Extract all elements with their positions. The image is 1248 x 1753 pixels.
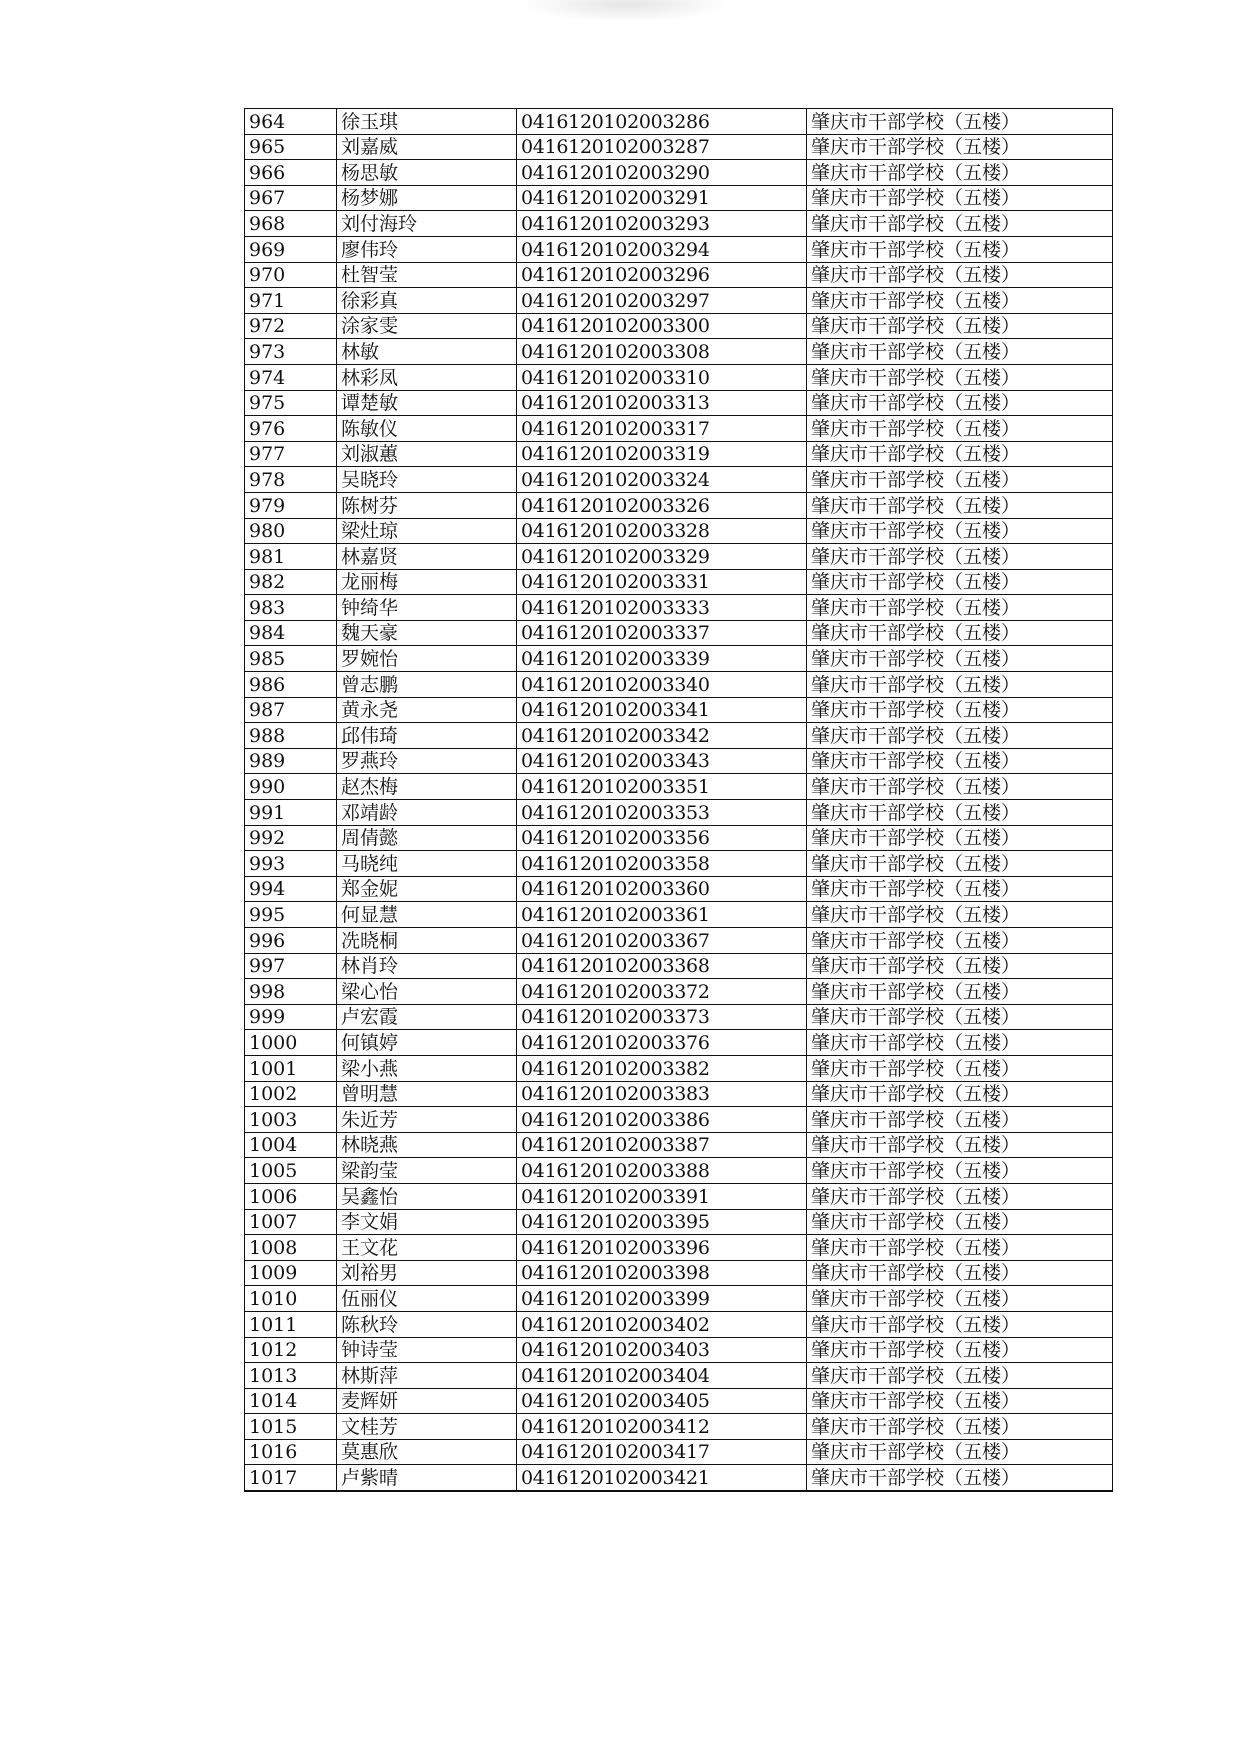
seq-number-cell: 999 — [245, 1004, 337, 1030]
venue-cell: 肇庆市干部学校（五楼） — [807, 1363, 1113, 1389]
table-row — [245, 109, 1113, 135]
exam-id-cell: 0416120102003313 — [517, 390, 807, 416]
table-row — [245, 1260, 1113, 1286]
seq-number-cell: 1014 — [245, 1388, 337, 1414]
exam-id-cell: 0416120102003310 — [517, 364, 807, 390]
exam-id-cell: 0416120102003383 — [517, 1081, 807, 1107]
name-cell: 郑金妮 — [337, 876, 517, 902]
table-row — [245, 723, 1113, 749]
exam-id-cell: 0416120102003376 — [517, 1030, 807, 1056]
table-row — [245, 979, 1113, 1005]
exam-id-cell: 0416120102003331 — [517, 569, 807, 595]
exam-id-cell: 0416120102003300 — [517, 313, 807, 339]
venue-cell: 肇庆市干部学校（五楼） — [807, 1414, 1113, 1440]
table-row — [245, 1337, 1113, 1363]
exam-id-cell: 0416120102003367 — [517, 928, 807, 954]
venue-cell: 肇庆市干部学校（五楼） — [807, 774, 1113, 800]
venue-cell: 肇庆市干部学校（五楼） — [807, 518, 1113, 544]
name-cell: 罗燕玲 — [337, 748, 517, 774]
seq-number-cell: 981 — [245, 544, 337, 570]
table-row — [245, 1183, 1113, 1209]
exam-id-cell: 0416120102003290 — [517, 160, 807, 186]
venue-cell: 肇庆市干部学校（五楼） — [807, 109, 1113, 135]
table-row — [245, 364, 1113, 390]
venue-cell: 肇庆市干部学校（五楼） — [807, 441, 1113, 467]
exam-id-cell: 0416120102003287 — [517, 134, 807, 160]
table-row — [245, 851, 1113, 877]
seq-number-cell: 969 — [245, 236, 337, 262]
name-cell: 刘付海玲 — [337, 211, 517, 237]
venue-cell: 肇庆市干部学校（五楼） — [807, 313, 1113, 339]
table-row — [245, 569, 1113, 595]
name-cell: 陈秋玲 — [337, 1311, 517, 1337]
name-cell: 伍丽仪 — [337, 1286, 517, 1312]
seq-number-cell: 985 — [245, 646, 337, 672]
name-cell: 文桂芳 — [337, 1414, 517, 1440]
table-row — [245, 595, 1113, 621]
seq-number-cell: 984 — [245, 620, 337, 646]
exam-id-cell: 0416120102003373 — [517, 1004, 807, 1030]
seq-number-cell: 987 — [245, 697, 337, 723]
venue-cell: 肇庆市干部学校（五楼） — [807, 902, 1113, 928]
exam-id-cell: 0416120102003343 — [517, 748, 807, 774]
name-cell: 刘裕男 — [337, 1260, 517, 1286]
name-cell: 梁灶琼 — [337, 518, 517, 544]
seq-number-cell: 966 — [245, 160, 337, 186]
table-row — [245, 1107, 1113, 1133]
venue-cell: 肇庆市干部学校（五楼） — [807, 1235, 1113, 1261]
venue-cell: 肇庆市干部学校（五楼） — [807, 416, 1113, 442]
seq-number-cell: 1001 — [245, 1055, 337, 1081]
seq-number-cell: 971 — [245, 288, 337, 314]
name-cell: 徐玉琪 — [337, 109, 517, 135]
table-row — [245, 390, 1113, 416]
seq-number-cell: 983 — [245, 595, 337, 621]
table-row — [245, 1081, 1113, 1107]
table-row — [245, 1030, 1113, 1056]
venue-cell: 肇庆市干部学校（五楼） — [807, 339, 1113, 365]
seq-number-cell: 964 — [245, 109, 337, 135]
venue-cell: 肇庆市干部学校（五楼） — [807, 569, 1113, 595]
venue-cell: 肇庆市干部学校（五楼） — [807, 748, 1113, 774]
exam-id-cell: 0416120102003356 — [517, 825, 807, 851]
table-row — [245, 416, 1113, 442]
seq-number-cell: 989 — [245, 748, 337, 774]
exam-id-cell: 0416120102003351 — [517, 774, 807, 800]
roster-body — [245, 109, 1113, 1492]
venue-cell: 肇庆市干部学校（五楼） — [807, 544, 1113, 570]
name-cell: 林彩凤 — [337, 364, 517, 390]
venue-cell: 肇庆市干部学校（五楼） — [807, 1209, 1113, 1235]
name-cell: 曾志鹏 — [337, 672, 517, 698]
venue-cell: 肇庆市干部学校（五楼） — [807, 211, 1113, 237]
seq-number-cell: 1007 — [245, 1209, 337, 1235]
table-row — [245, 288, 1113, 314]
name-cell: 吴鑫怡 — [337, 1183, 517, 1209]
exam-id-cell: 0416120102003317 — [517, 416, 807, 442]
table-row — [245, 441, 1113, 467]
exam-id-cell: 0416120102003403 — [517, 1337, 807, 1363]
exam-id-cell: 0416120102003395 — [517, 1209, 807, 1235]
table-row — [245, 1158, 1113, 1184]
exam-id-cell: 0416120102003286 — [517, 109, 807, 135]
venue-cell: 肇庆市干部学校（五楼） — [807, 928, 1113, 954]
venue-cell: 肇庆市干部学校（五楼） — [807, 1081, 1113, 1107]
table-row — [245, 1414, 1113, 1440]
seq-number-cell: 975 — [245, 390, 337, 416]
name-cell: 梁小燕 — [337, 1055, 517, 1081]
name-cell: 刘淑蕙 — [337, 441, 517, 467]
exam-id-cell: 0416120102003297 — [517, 288, 807, 314]
table-row — [245, 492, 1113, 518]
seq-number-cell: 1010 — [245, 1286, 337, 1312]
venue-cell: 肇庆市干部学校（五楼） — [807, 1388, 1113, 1414]
seq-number-cell: 1012 — [245, 1337, 337, 1363]
seq-number-cell: 967 — [245, 185, 337, 211]
venue-cell: 肇庆市干部学校（五楼） — [807, 1337, 1113, 1363]
table-row — [245, 1311, 1113, 1337]
name-cell: 罗婉怡 — [337, 646, 517, 672]
name-cell: 陈敏仪 — [337, 416, 517, 442]
table-row — [245, 1439, 1113, 1465]
name-cell: 杨梦娜 — [337, 185, 517, 211]
roster-table — [244, 108, 1113, 1492]
name-cell: 涂家雯 — [337, 313, 517, 339]
seq-number-cell: 1011 — [245, 1311, 337, 1337]
table-row — [245, 876, 1113, 902]
venue-cell: 肇庆市干部学校（五楼） — [807, 288, 1113, 314]
venue-cell: 肇庆市干部学校（五楼） — [807, 672, 1113, 698]
venue-cell: 肇庆市干部学校（五楼） — [807, 646, 1113, 672]
name-cell: 林晓燕 — [337, 1132, 517, 1158]
seq-number-cell: 1002 — [245, 1081, 337, 1107]
name-cell: 卢紫晴 — [337, 1465, 517, 1491]
exam-id-cell: 0416120102003326 — [517, 492, 807, 518]
table-row — [245, 236, 1113, 262]
name-cell: 朱近芳 — [337, 1107, 517, 1133]
name-cell: 杜智莹 — [337, 262, 517, 288]
table-row — [245, 1465, 1113, 1491]
exam-id-cell: 0416120102003386 — [517, 1107, 807, 1133]
name-cell: 何显慧 — [337, 902, 517, 928]
table-row — [245, 800, 1113, 826]
seq-number-cell: 1015 — [245, 1414, 337, 1440]
venue-cell: 肇庆市干部学校（五楼） — [807, 723, 1113, 749]
exam-id-cell: 0416120102003294 — [517, 236, 807, 262]
table-row — [245, 1363, 1113, 1389]
name-cell: 周倩懿 — [337, 825, 517, 851]
seq-number-cell: 1016 — [245, 1439, 337, 1465]
table-row — [245, 928, 1113, 954]
table-row — [245, 544, 1113, 570]
venue-cell: 肇庆市干部学校（五楼） — [807, 1004, 1113, 1030]
exam-id-cell: 0416120102003405 — [517, 1388, 807, 1414]
scan-smudge — [520, 0, 730, 22]
name-cell: 林嘉贤 — [337, 544, 517, 570]
seq-number-cell: 1003 — [245, 1107, 337, 1133]
venue-cell: 肇庆市干部学校（五楼） — [807, 390, 1113, 416]
name-cell: 李文娟 — [337, 1209, 517, 1235]
seq-number-cell: 968 — [245, 211, 337, 237]
venue-cell: 肇庆市干部学校（五楼） — [807, 1158, 1113, 1184]
venue-cell: 肇庆市干部学校（五楼） — [807, 1260, 1113, 1286]
seq-number-cell: 991 — [245, 800, 337, 826]
name-cell: 林肖玲 — [337, 953, 517, 979]
seq-number-cell: 996 — [245, 928, 337, 954]
venue-cell: 肇庆市干部学校（五楼） — [807, 697, 1113, 723]
seq-number-cell: 988 — [245, 723, 337, 749]
venue-cell: 肇庆市干部学校（五楼） — [807, 1465, 1113, 1491]
table-row — [245, 1286, 1113, 1312]
exam-id-cell: 0416120102003353 — [517, 800, 807, 826]
name-cell: 龙丽梅 — [337, 569, 517, 595]
exam-id-cell: 0416120102003402 — [517, 1311, 807, 1337]
table-row — [245, 774, 1113, 800]
name-cell: 梁心怡 — [337, 979, 517, 1005]
table-row — [245, 697, 1113, 723]
name-cell: 杨思敏 — [337, 160, 517, 186]
table-row — [245, 262, 1113, 288]
table-row — [245, 1055, 1113, 1081]
exam-id-cell: 0416120102003308 — [517, 339, 807, 365]
name-cell: 王文花 — [337, 1235, 517, 1261]
seq-number-cell: 1000 — [245, 1030, 337, 1056]
table-row — [245, 339, 1113, 365]
name-cell: 林敏 — [337, 339, 517, 365]
seq-number-cell: 1008 — [245, 1235, 337, 1261]
seq-number-cell: 974 — [245, 364, 337, 390]
seq-number-cell: 973 — [245, 339, 337, 365]
seq-number-cell: 993 — [245, 851, 337, 877]
exam-id-cell: 0416120102003293 — [517, 211, 807, 237]
venue-cell: 肇庆市干部学校（五楼） — [807, 1286, 1113, 1312]
name-cell: 梁韵莹 — [337, 1158, 517, 1184]
table-row — [245, 748, 1113, 774]
exam-id-cell: 0416120102003388 — [517, 1158, 807, 1184]
seq-number-cell: 976 — [245, 416, 337, 442]
venue-cell: 肇庆市干部学校（五楼） — [807, 979, 1113, 1005]
seq-number-cell: 1004 — [245, 1132, 337, 1158]
venue-cell: 肇庆市干部学校（五楼） — [807, 620, 1113, 646]
seq-number-cell: 986 — [245, 672, 337, 698]
name-cell: 何镇婷 — [337, 1030, 517, 1056]
venue-cell: 肇庆市干部学校（五楼） — [807, 953, 1113, 979]
venue-cell: 肇庆市干部学校（五楼） — [807, 876, 1113, 902]
seq-number-cell: 970 — [245, 262, 337, 288]
name-cell: 曾明慧 — [337, 1081, 517, 1107]
name-cell: 卢宏霞 — [337, 1004, 517, 1030]
seq-number-cell: 990 — [245, 774, 337, 800]
table-row — [245, 518, 1113, 544]
seq-number-cell: 980 — [245, 518, 337, 544]
seq-number-cell: 1009 — [245, 1260, 337, 1286]
exam-id-cell: 0416120102003382 — [517, 1055, 807, 1081]
table-row — [245, 646, 1113, 672]
name-cell: 吴晓玲 — [337, 467, 517, 493]
name-cell: 冼晓桐 — [337, 928, 517, 954]
name-cell: 邱伟琦 — [337, 723, 517, 749]
exam-id-cell: 0416120102003340 — [517, 672, 807, 698]
table-row — [245, 1132, 1113, 1158]
name-cell: 钟诗莹 — [337, 1337, 517, 1363]
venue-cell: 肇庆市干部学校（五楼） — [807, 160, 1113, 186]
name-cell: 刘嘉威 — [337, 134, 517, 160]
venue-cell: 肇庆市干部学校（五楼） — [807, 1183, 1113, 1209]
name-cell: 马晓纯 — [337, 851, 517, 877]
name-cell: 莫惠欣 — [337, 1439, 517, 1465]
table-row — [245, 672, 1113, 698]
seq-number-cell: 1013 — [245, 1363, 337, 1389]
venue-cell: 肇庆市干部学校（五楼） — [807, 1311, 1113, 1337]
venue-cell: 肇庆市干部学校（五楼） — [807, 262, 1113, 288]
exam-id-cell: 0416120102003399 — [517, 1286, 807, 1312]
table-row — [245, 1209, 1113, 1235]
name-cell: 廖伟玲 — [337, 236, 517, 262]
venue-cell: 肇庆市干部学校（五楼） — [807, 1132, 1113, 1158]
seq-number-cell: 995 — [245, 902, 337, 928]
name-cell: 邓靖龄 — [337, 800, 517, 826]
exam-id-cell: 0416120102003358 — [517, 851, 807, 877]
seq-number-cell: 998 — [245, 979, 337, 1005]
venue-cell: 肇庆市干部学校（五楼） — [807, 1030, 1113, 1056]
seq-number-cell: 997 — [245, 953, 337, 979]
table-row — [245, 953, 1113, 979]
seq-number-cell: 1017 — [245, 1465, 337, 1491]
exam-id-cell: 0416120102003372 — [517, 979, 807, 1005]
seq-number-cell: 1005 — [245, 1158, 337, 1184]
venue-cell: 肇庆市干部学校（五楼） — [807, 492, 1113, 518]
venue-cell: 肇庆市干部学校（五楼） — [807, 364, 1113, 390]
exam-id-cell: 0416120102003387 — [517, 1132, 807, 1158]
name-cell: 赵杰梅 — [337, 774, 517, 800]
name-cell: 黄永尧 — [337, 697, 517, 723]
exam-id-cell: 0416120102003391 — [517, 1183, 807, 1209]
exam-id-cell: 0416120102003324 — [517, 467, 807, 493]
exam-id-cell: 0416120102003404 — [517, 1363, 807, 1389]
name-cell: 魏天豪 — [337, 620, 517, 646]
venue-cell: 肇庆市干部学校（五楼） — [807, 236, 1113, 262]
exam-id-cell: 0416120102003412 — [517, 1414, 807, 1440]
exam-id-cell: 0416120102003341 — [517, 697, 807, 723]
table-row — [245, 467, 1113, 493]
name-cell: 钟绮华 — [337, 595, 517, 621]
exam-id-cell: 0416120102003328 — [517, 518, 807, 544]
venue-cell: 肇庆市干部学校（五楼） — [807, 467, 1113, 493]
venue-cell: 肇庆市干部学校（五楼） — [807, 825, 1113, 851]
exam-id-cell: 0416120102003396 — [517, 1235, 807, 1261]
exam-id-cell: 0416120102003337 — [517, 620, 807, 646]
exam-id-cell: 0416120102003339 — [517, 646, 807, 672]
venue-cell: 肇庆市干部学校（五楼） — [807, 851, 1113, 877]
name-cell: 徐彩真 — [337, 288, 517, 314]
table-row — [245, 134, 1113, 160]
seq-number-cell: 965 — [245, 134, 337, 160]
venue-cell: 肇庆市干部学校（五楼） — [807, 1055, 1113, 1081]
table-row — [245, 825, 1113, 851]
seq-number-cell: 994 — [245, 876, 337, 902]
table-row — [245, 211, 1113, 237]
venue-cell: 肇庆市干部学校（五楼） — [807, 134, 1113, 160]
name-cell: 陈树芬 — [337, 492, 517, 518]
table-row — [245, 185, 1113, 211]
exam-id-cell: 0416120102003361 — [517, 902, 807, 928]
exam-id-cell: 0416120102003417 — [517, 1439, 807, 1465]
exam-id-cell: 0416120102003329 — [517, 544, 807, 570]
table-row — [245, 620, 1113, 646]
venue-cell: 肇庆市干部学校（五楼） — [807, 1439, 1113, 1465]
exam-id-cell: 0416120102003421 — [517, 1465, 807, 1491]
name-cell: 谭楚敏 — [337, 390, 517, 416]
seq-number-cell: 992 — [245, 825, 337, 851]
exam-id-cell: 0416120102003333 — [517, 595, 807, 621]
seq-number-cell: 978 — [245, 467, 337, 493]
table-row — [245, 1388, 1113, 1414]
table-row — [245, 160, 1113, 186]
name-cell: 林斯萍 — [337, 1363, 517, 1389]
exam-id-cell: 0416120102003291 — [517, 185, 807, 211]
exam-id-cell: 0416120102003368 — [517, 953, 807, 979]
venue-cell: 肇庆市干部学校（五楼） — [807, 1107, 1113, 1133]
exam-id-cell: 0416120102003360 — [517, 876, 807, 902]
exam-id-cell: 0416120102003296 — [517, 262, 807, 288]
table-row — [245, 313, 1113, 339]
table-row — [245, 1235, 1113, 1261]
seq-number-cell: 972 — [245, 313, 337, 339]
exam-id-cell: 0416120102003319 — [517, 441, 807, 467]
venue-cell: 肇庆市干部学校（五楼） — [807, 595, 1113, 621]
name-cell: 麦辉妍 — [337, 1388, 517, 1414]
exam-id-cell: 0416120102003398 — [517, 1260, 807, 1286]
table-row — [245, 1004, 1113, 1030]
seq-number-cell: 1006 — [245, 1183, 337, 1209]
seq-number-cell: 979 — [245, 492, 337, 518]
exam-id-cell: 0416120102003342 — [517, 723, 807, 749]
venue-cell: 肇庆市干部学校（五楼） — [807, 800, 1113, 826]
table-row — [245, 902, 1113, 928]
seq-number-cell: 982 — [245, 569, 337, 595]
venue-cell: 肇庆市干部学校（五楼） — [807, 185, 1113, 211]
seq-number-cell: 977 — [245, 441, 337, 467]
